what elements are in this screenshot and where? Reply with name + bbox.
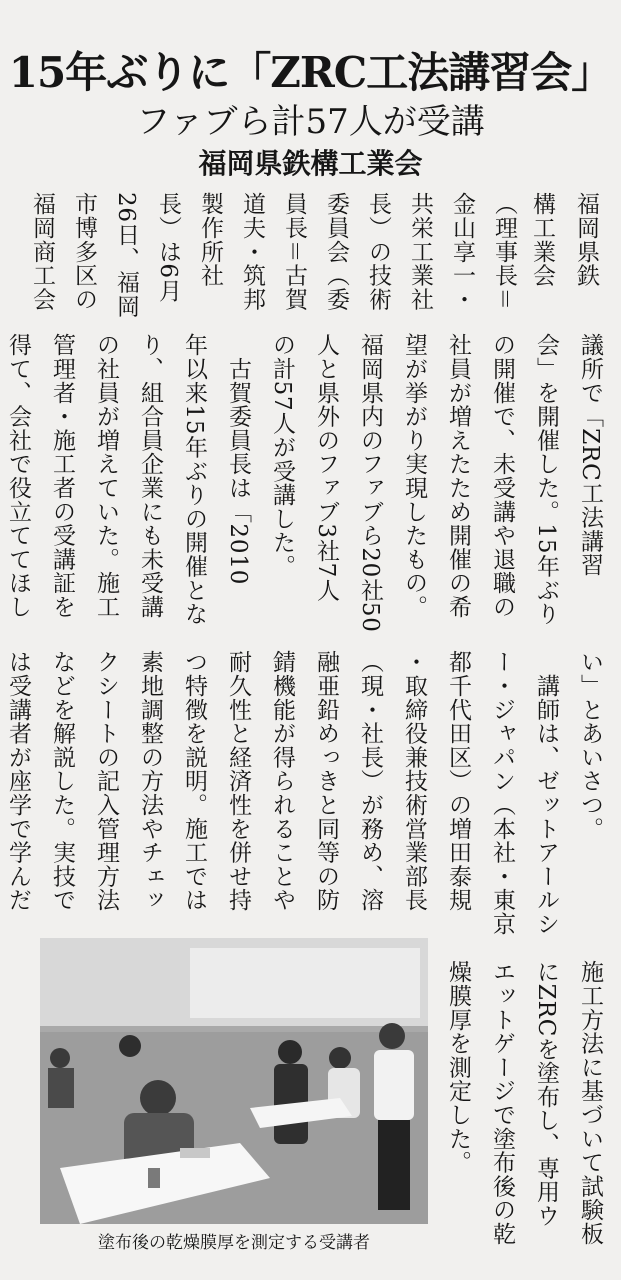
body-line: の計57人が受講した。: [269, 333, 295, 579]
body-line: 管理者・施工者の受講証を: [49, 333, 75, 619]
body-line: 共栄工業社: [407, 192, 433, 311]
body-line: 得て、会社で役立ててほし: [5, 333, 31, 619]
body-line: は受講者が座学で学んだ: [5, 650, 31, 912]
body-line: 施工方法に基づいて試験板: [577, 960, 603, 1246]
body-column: [22, 192, 64, 342]
body-line: ・取締役兼技術営業部長: [401, 650, 427, 912]
body-line: 長）は6月: [155, 192, 181, 303]
body-line: 委員会（委: [323, 192, 349, 311]
body-line: り、組合員企業にも未受講: [137, 333, 163, 619]
body-line: 構工業会: [529, 192, 555, 288]
body-line: 道夫・筑邦: [239, 192, 265, 311]
body-line: ー・ジャパン（本社・東京: [489, 650, 515, 936]
body-line: 福岡商工会: [29, 192, 55, 311]
body-line: （現・社長）が務め、溶: [357, 650, 383, 912]
body-column: [358, 192, 400, 342]
body-column: [400, 192, 442, 342]
body-block-middle: [5, 333, 612, 641]
body-line: 長）の技術: [365, 192, 391, 311]
body-column: [274, 192, 316, 342]
body-line: などを解説した。実技で: [49, 650, 75, 912]
body-line: にZRCを塗布し、専用ウ: [533, 960, 559, 1228]
headline: 15年ぶりに「ZRC工法講習会」: [8, 48, 613, 97]
body-line: 耐久性と経済性を併せ持: [225, 650, 251, 912]
body-column: [64, 192, 106, 342]
organization-name: 福岡県鉄構工業会: [198, 147, 423, 180]
body-line: の社員が増えていた。施工: [93, 333, 119, 619]
body-line: 員長＝古賀: [281, 192, 307, 311]
body-line: 人と県外のファブ3社7人: [313, 333, 339, 602]
body-column: [522, 192, 564, 342]
body-line: い」とあいさつ。: [577, 650, 603, 841]
body-line: 望が挙がり実現したもの。: [401, 333, 427, 619]
body-line: （理事長＝: [491, 192, 517, 311]
body-line: 福岡県鉄: [573, 192, 599, 288]
body-line: エットゲージで塗布後の乾: [489, 960, 515, 1246]
body-line: 会」を開催した。15年ぶり: [533, 333, 559, 626]
body-line: 26日、福岡: [113, 192, 139, 319]
body-block-lower: [5, 650, 612, 936]
body-column: [484, 192, 526, 342]
body-line: 古賀委員長は「2010: [225, 333, 251, 586]
body-column: [106, 192, 148, 342]
body-line: 素地調整の方法やチェッ: [137, 650, 163, 912]
body-line: 講師は、ゼットアールシ: [533, 650, 559, 936]
body-line: つ特徴を説明。施工では: [181, 650, 207, 912]
seminar-photo: [40, 938, 428, 1224]
body-column: [442, 192, 484, 342]
body-line: 金山享一・: [449, 192, 475, 311]
body-column: [316, 192, 358, 342]
body-line: 燥膜厚を測定した。: [445, 960, 471, 1175]
subheadline: ファブら計57人が受講: [136, 102, 485, 142]
body-line: 融亜鉛めっきと同等の防: [313, 650, 339, 912]
body-line: 都千代田区）の増田泰規: [445, 650, 471, 912]
body-line: 製作所社: [197, 192, 223, 288]
body-line: 福岡県内のファブら20社50: [357, 333, 383, 633]
body-line: の開催で、未受講や退職の: [489, 333, 515, 619]
photo-caption: 塗布後の乾燥膜厚を測定する受講者: [98, 1233, 370, 1253]
photo-illustration: [40, 938, 428, 1224]
body-column: [232, 192, 274, 342]
body-line: 錆機能が得られることや: [269, 650, 295, 912]
body-line: 社員が増えたため開催の希: [445, 333, 471, 619]
body-column: [148, 192, 190, 342]
body-line: 議所で「ZRC工法講習: [577, 333, 603, 577]
body-column: [190, 192, 232, 342]
body-line: クシートの記入管理方法: [93, 650, 119, 912]
body-line: 年以来15年ぶりの開催とな: [181, 333, 207, 626]
body-block-bottom: [432, 960, 612, 1246]
body-line: 市博多区の: [71, 192, 97, 311]
